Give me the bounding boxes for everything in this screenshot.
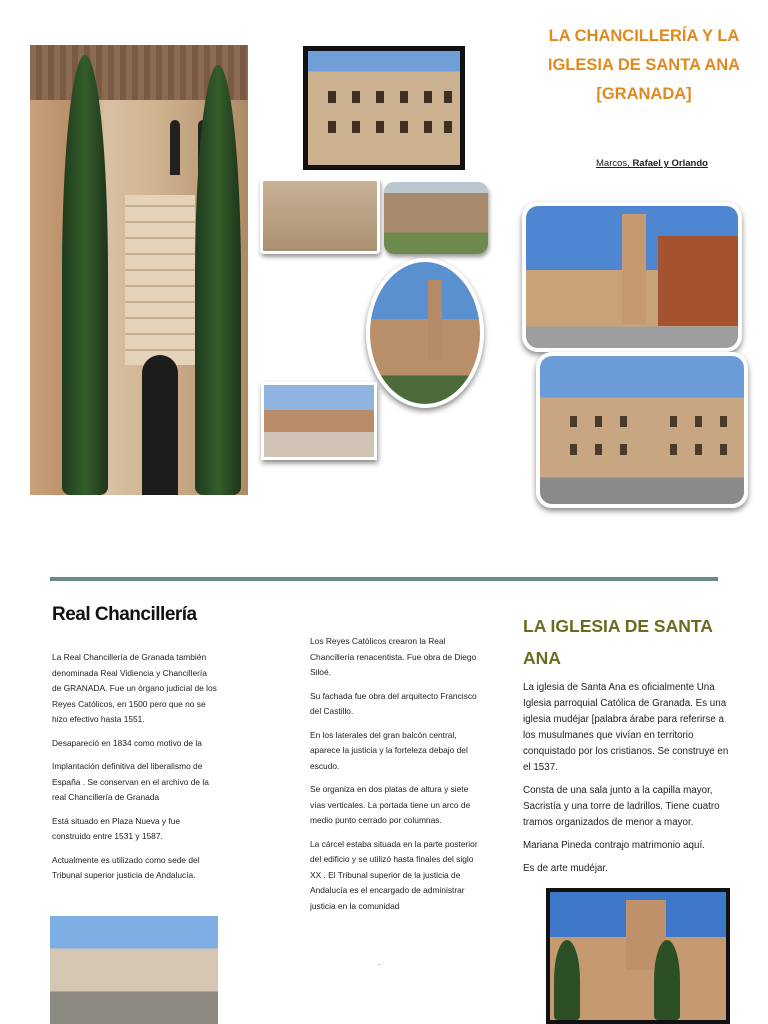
tower-window <box>170 120 180 175</box>
column-iglesia <box>523 680 731 884</box>
chancilleria-building <box>308 51 460 165</box>
column-chancilleria-details <box>310 634 478 922</box>
title-line-2: IGLESIA DE SANTA ANA <box>547 56 741 74</box>
authors-line <box>596 158 708 169</box>
cypress-tree <box>62 55 108 495</box>
paragraph: La iglesia de Santa Ana es oficialmente Una Iglesia parroquial Católica de Granada. Es una iglesia mudéjar [palabra árabe para referirse a los musulmanes que vivían en territorio conquistado por los cristianos. Se construye en el 1537. <box>523 682 729 773</box>
photo-coat-of-arms <box>260 178 380 254</box>
title-line-1: LA CHANCILLERÍA Y LA <box>548 27 740 45</box>
paragraph: Mariana Pineda contrajo matrimonio aquí. <box>523 840 705 851</box>
authors-rest: Rafael y Orlando <box>632 158 708 169</box>
heading-real-chancilleria: Real Chancillería <box>52 604 197 625</box>
paragraph: En los laterales del gran balcón central, aparece la justicia y la forteleza debajo del escudo. <box>310 729 468 771</box>
adjacent-building <box>658 236 738 326</box>
paragraph: La Real Chancillería de Granada también denominada Real Vidiencia y Chancillería de GRANADA. Fue un órgano judicial de los Reyes Católicos, en 1500 pero que no se hizo efectivo hasta 1551. <box>52 652 217 724</box>
paragraph: Desapareció en 1834 como motivo de la <box>52 737 202 748</box>
paragraph: Los Reyes Católicos crearon la Real Chancillería renacentista. Fue obra de Diego Siloé. <box>310 636 477 677</box>
authors-first: Marcos, <box>596 158 633 169</box>
paragraph: Implantación definitiva del liberalismo de España . Se conservan en el archivo de la real Chancillería de Granada <box>52 761 209 802</box>
paragraph: Se organiza en dos platas de altura y siete vías verticales. La portada tiene un arco de medio punto cerrado por columnas. <box>310 784 471 825</box>
paragraph: Actualmente es utilizado como sede del Tribunal superior justicia de Andalucía. <box>52 854 200 880</box>
heading-iglesia-santa-ana: LA IGLESIA DE SANTA ANA <box>523 616 713 668</box>
paragraph: Consta de una sala junto a la capilla mayor, Sacristía y una torre de ladrillos. Tiene cuatro tramos organizados de menor a mayor. <box>523 785 720 828</box>
photo-santa-ana-bottom <box>546 888 730 1024</box>
title-line-3: [GRANADA] <box>596 85 692 103</box>
paragraph: La cárcel estaba situada en la parte posterior del edificio y se utilizó hasta finales del siglo XX . El Tribunal superior de la justicia de Andalucía es el encargado de administrar justicia en la comunidad <box>310 838 478 911</box>
photo-plaza-nueva <box>261 382 377 460</box>
photo-chancilleria-facade <box>303 46 465 170</box>
cypress-tree <box>554 940 580 1020</box>
photo-santa-ana-oval <box>366 258 484 408</box>
photo-aerial-view <box>384 182 488 254</box>
photo-chancilleria-wide <box>536 352 748 508</box>
cypress-tree <box>195 65 241 495</box>
church-scene <box>550 892 726 1020</box>
document-title <box>520 22 768 109</box>
cypress-tree <box>654 940 680 1020</box>
section-divider <box>50 577 718 581</box>
paragraph: Está situado en Plaza Nueva y fue construido entre 1531 y 1587. <box>52 815 181 841</box>
stray-mark: . <box>378 958 381 967</box>
paragraph: Su fachada fue obra del arquitecto Francisco del Castillo. <box>310 690 477 716</box>
photo-church-tower-facade <box>30 45 248 495</box>
photo-santa-ana-church <box>522 202 742 352</box>
photo-fountain-square <box>50 916 218 1024</box>
paragraph: Es de arte mudéjar. <box>523 863 608 874</box>
column-real-chancilleria <box>52 650 217 892</box>
arched-door <box>142 355 178 495</box>
bell-tower <box>622 214 646 324</box>
bell-tower <box>428 280 442 360</box>
ornate-facade <box>125 195 195 365</box>
